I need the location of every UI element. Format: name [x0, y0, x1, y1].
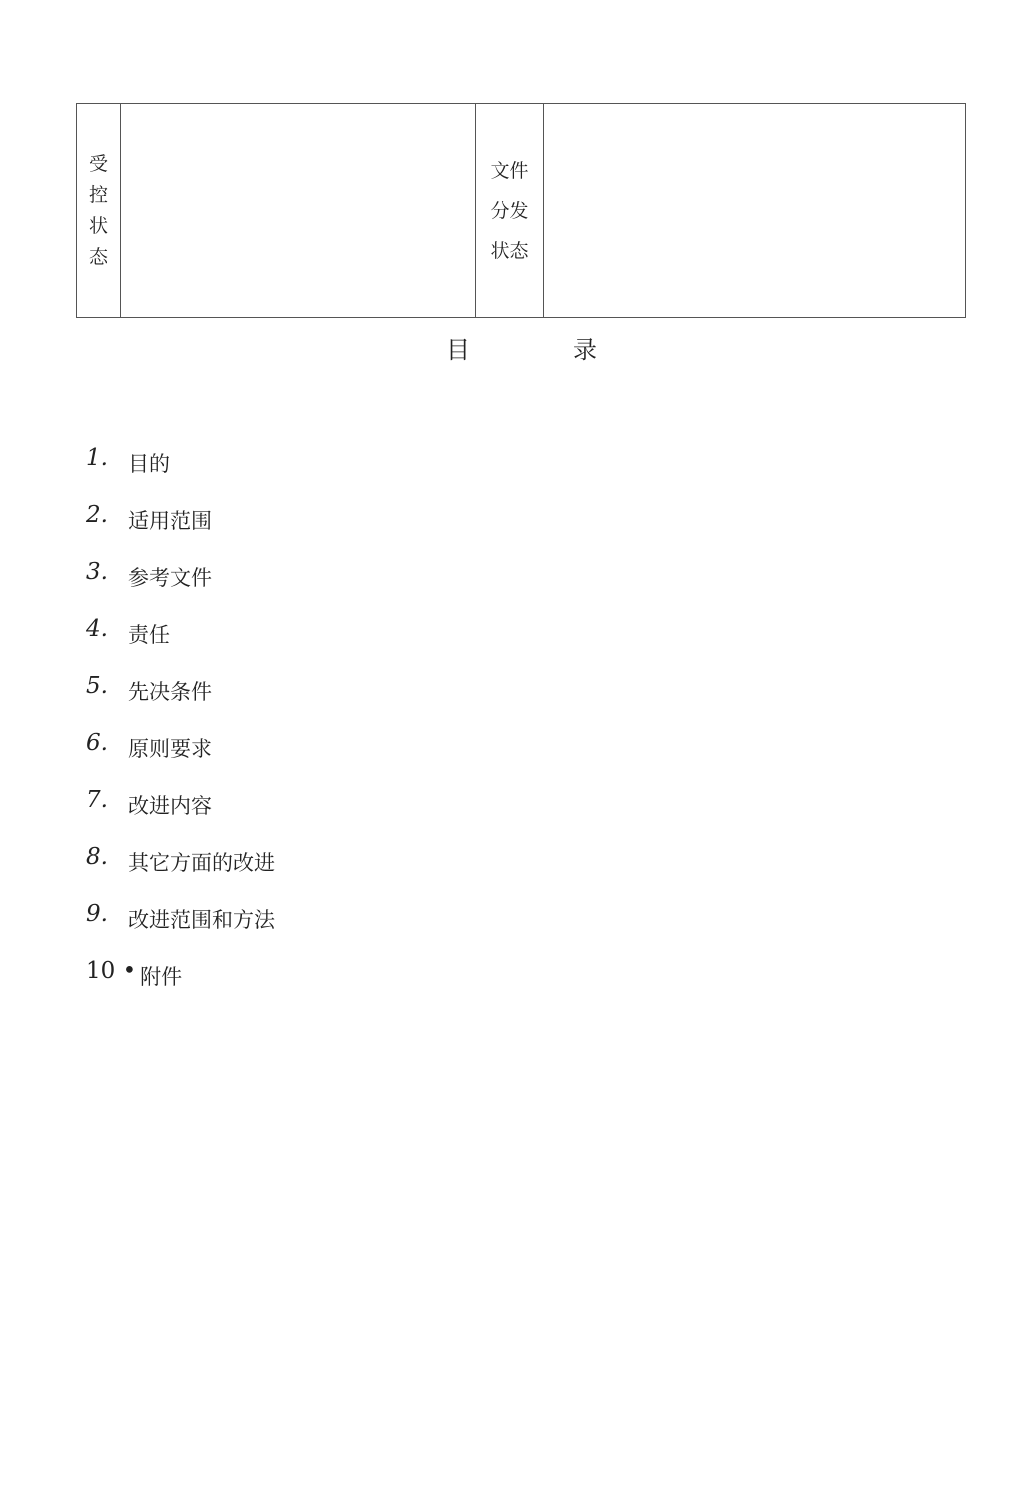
toc-text: 其它方面的改进: [128, 851, 275, 875]
label-line: 分发: [490, 199, 529, 222]
toc-item: [86, 730, 275, 787]
label-char: 态: [88, 245, 108, 268]
toc-text: 先决条件: [128, 680, 212, 704]
toc-text: 改进内容: [128, 794, 212, 818]
toc-title-left: 目: [446, 336, 470, 364]
toc-item: [86, 673, 275, 730]
toc-text: 责任: [128, 623, 170, 647]
toc-text: 适用范围: [128, 509, 212, 533]
distribution-status-value-cell: [544, 104, 966, 318]
label-char: 状: [88, 214, 108, 237]
toc-item: [86, 445, 275, 502]
label-line: 文件: [490, 159, 529, 182]
toc-text: 参考文件: [128, 566, 212, 590]
label-line: 状态: [490, 239, 529, 262]
toc-text: 附件: [140, 965, 183, 989]
toc-number: 1.: [86, 445, 108, 471]
toc-item: [86, 958, 275, 1015]
toc-item: [86, 787, 275, 844]
distribution-status-label: [476, 104, 544, 318]
toc-text: 原则要求: [128, 737, 212, 761]
toc-number: 6.: [86, 730, 108, 756]
toc-text: 改进范围和方法: [128, 908, 275, 932]
toc-number: 7.: [86, 787, 108, 813]
toc-number: 4.: [86, 616, 108, 642]
label-char: 控: [88, 183, 108, 206]
toc-item: [86, 901, 275, 958]
toc-title-right: 录: [573, 336, 597, 364]
label-char: 受: [88, 152, 108, 175]
toc-number: 2.: [86, 502, 108, 528]
toc-item: [86, 559, 275, 616]
toc-item: [86, 844, 275, 901]
controlled-status-value-cell: [121, 104, 476, 318]
toc-item: [86, 502, 275, 559]
toc-item: [86, 616, 275, 673]
document-control-table: [76, 103, 966, 318]
controlled-status-label: [77, 104, 121, 318]
toc-number: 10 •: [86, 958, 137, 984]
toc-list: [86, 445, 275, 1015]
toc-number: 8.: [86, 844, 108, 870]
toc-text: 目的: [128, 452, 170, 476]
toc-number: 5.: [86, 673, 108, 699]
toc-number: 9.: [86, 901, 108, 927]
control-row: [77, 104, 966, 318]
toc-number: 3.: [86, 559, 108, 585]
